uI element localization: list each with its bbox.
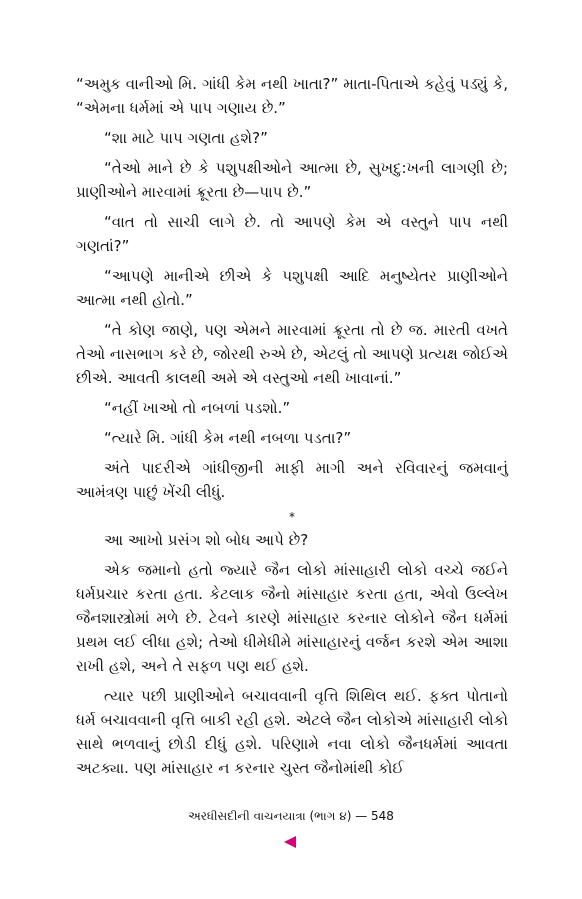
paragraph-2: “શા માટે પાપ ગણતા હશે?” bbox=[104, 129, 268, 147]
paragraph-9: અંતે પાદરીએ ગાંધીજીની માફી માગી અને રવિવારનું જમવાનું આમંત્રણ પાછું ખેંચી લીધું. bbox=[76, 459, 508, 501]
paragraph-1: “અમુક વાનીઓ મિ. ગાંધી કેમ નથી ખાતા?” માતા-પિતાએ કહેવું પડ્યું કે, “એમના ધર્મમાં એ પાપ ગણાય છે.” bbox=[76, 75, 508, 117]
paragraph-3: “તેઓ માને છે કે પશુપક્ષીઓને આત્મા છે, સુખદુ:ખની લાગણી છે; પ્રાણીઓને મારવામાં ક્રૂરતા છે—પાપ છે.” bbox=[76, 159, 508, 201]
paragraph-12: ત્યાર પછી પ્રાણીઓને બચાવવાની વૃત્તિ શિથિલ થઈ. ફક્ત પોતાનો ધર્મ બચાવવાની વૃત્તિ બાકી રહી હશે. એટલે જૈન લોકોએ માંસાહારી લોકો સાથે ભળવાનું છોડી દીધું હશે. પરિણામે નવા લોકો જૈનધર્મમાં આવતા અટક્યા. પણ માંસાહાર ન કરનાર ચુસ્ત જૈનોમાંથી કોઈ bbox=[76, 687, 508, 777]
paragraph-4: “વાત તો સાચી લાગે છે. તો આપણે કેમ એ વસ્તુને પાપ નથી ગણતાં?” bbox=[76, 213, 508, 255]
page-body bbox=[76, 72, 508, 786]
paragraph-6: “તે કોણ જાણે, પણ એમને મારવામાં ક્રૂરતા તો છે જ. મારતી વખતે તેઓ નાસભાગ કરે છે, જોરથી રુએ છે, એટલું તો આપણે પ્રત્યક્ષ જોઈએ છીએ. આવતી કાલથી અમે એ વસ્તુઓ નથી ખાવાનાં.” bbox=[76, 321, 508, 387]
paragraph-10: આ આખો પ્રસંગ શો બોધ આપે છે? bbox=[104, 531, 309, 549]
page-footer: અરધીસદીની વાચનયાત્રા (ભાગ ૪) — 548 bbox=[188, 809, 394, 823]
paragraph-8: “ત્યારે મિ. ગાંધી કેમ નથી નબળા પડતા?” bbox=[104, 429, 352, 447]
previous-page-arrow-icon[interactable] bbox=[284, 836, 296, 848]
paragraph-7: “નહીં ખાઓ તો નબળાં પડશો.” bbox=[104, 399, 291, 417]
paragraph-5: “આપણે માનીએ છીએ કે પશુપક્ષી આદિ મનુષ્યેતર પ્રાણીઓને આત્મા નથી હોતો.” bbox=[76, 267, 508, 309]
section-separator: * bbox=[289, 510, 295, 524]
paragraph-11: એક જમાનો હતો જ્યારે જૈન લોકો માંસાહારી લોકો વચ્ચે જઈને ધર્મપ્રચાર કરતા હતા. કેટલાક જૈનો માંસાહાર કરતા હતા, એવો ઉલ્લેખ જૈનશાસ્ત્રોમાં મળે છે. ટેવને કારણે માંસાહાર કરનાર લોકોને જૈન ધર્મમાં પ્રથમ લઈ લીધા હશે; તેઓ ધીમેધીમે માંસાહારનું વર્જન કરશે એમ આશા રાખી હશે, અને તે સફળ પણ થઈ હશે. bbox=[76, 561, 508, 675]
